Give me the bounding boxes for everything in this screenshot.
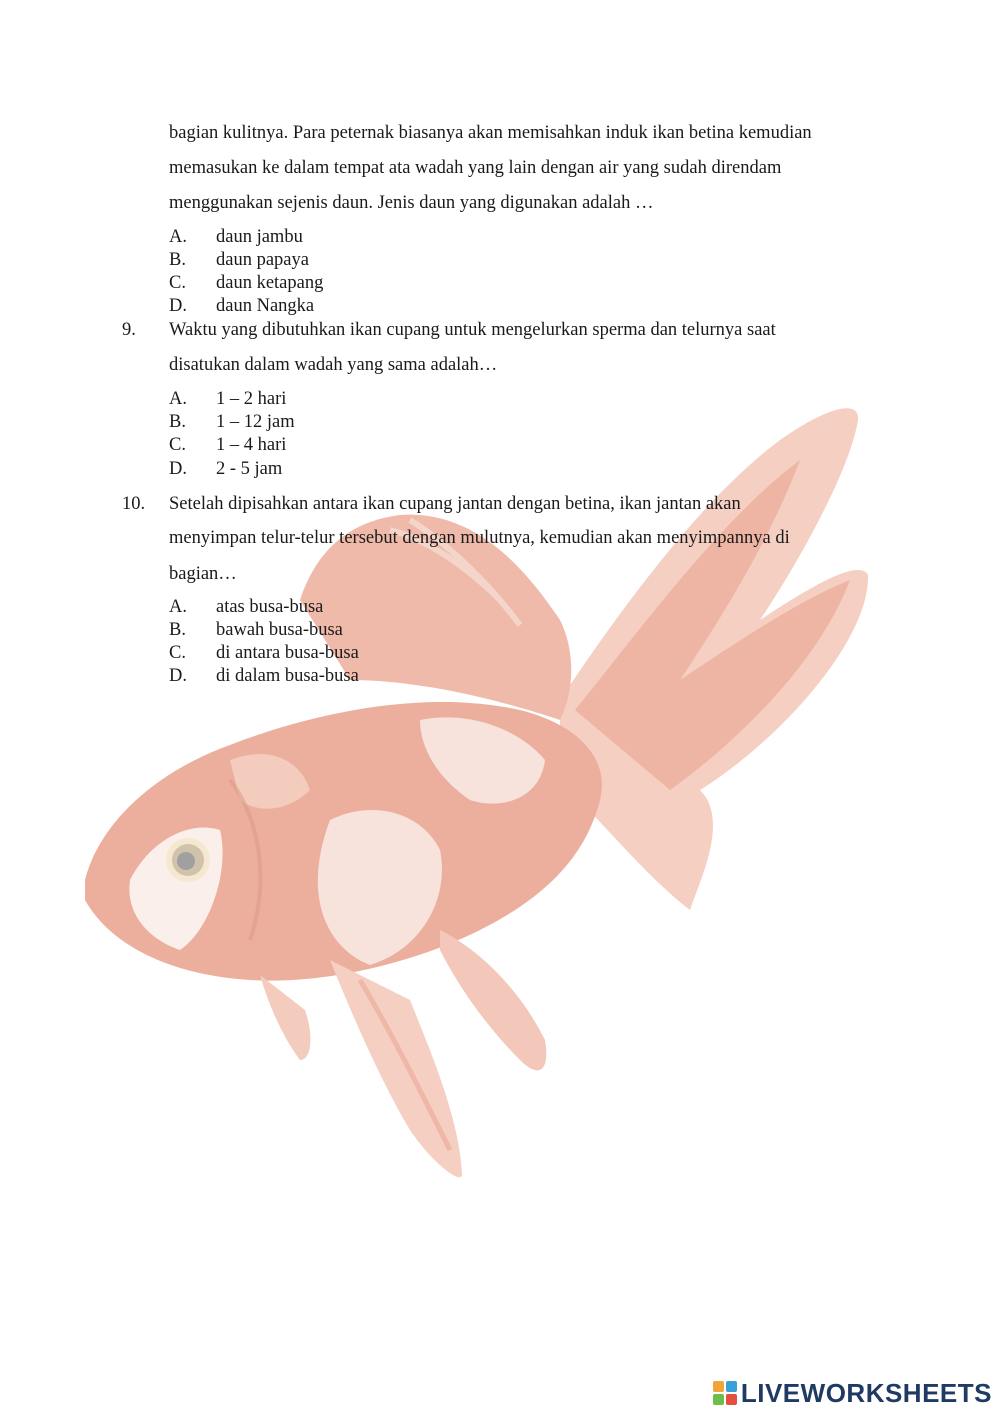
question-10-option-b[interactable] xyxy=(169,619,343,641)
question-10-line-1: Setelah dipisahkan antara ikan cupang jantan dengan betina, ikan jantan akan xyxy=(169,494,741,514)
question-8-line-2: memasukan ke dalam tempat ata wadah yang lain dengan air yang sudah direndam xyxy=(169,158,782,178)
option-letter: D. xyxy=(169,666,187,686)
option-letter: C. xyxy=(169,643,186,663)
option-text: di dalam busa-busa xyxy=(216,666,359,686)
question-10-line-2: menyimpan telur-telur tersebut dengan mulutnya, kemudian akan menyimpannya di xyxy=(169,528,790,548)
question-8-option-b[interactable] xyxy=(169,249,309,271)
option-letter: A. xyxy=(169,597,187,617)
option-text: 1 – 2 hari xyxy=(216,389,287,409)
option-text: bawah busa-busa xyxy=(216,620,343,640)
question-9-line-1: Waktu yang dibutuhkan ikan cupang untuk mengelurkan sperma dan telurnya saat xyxy=(169,320,776,340)
question-8-option-d[interactable] xyxy=(169,295,314,317)
question-8-option-c[interactable] xyxy=(169,272,323,294)
option-letter: C. xyxy=(169,435,186,455)
question-9-number: 9. xyxy=(122,320,136,340)
question-9-option-c[interactable] xyxy=(169,434,286,456)
option-text: di antara busa-busa xyxy=(216,643,359,663)
question-8-line-1: bagian kulitnya. Para peternak biasanya akan memisahkan induk ikan betina kemudian xyxy=(169,123,812,143)
option-text: daun ketapang xyxy=(216,273,324,293)
option-text: 2 - 5 jam xyxy=(216,459,283,479)
option-text: 1 – 12 jam xyxy=(216,412,295,432)
question-9-option-b[interactable] xyxy=(169,411,295,433)
option-letter: D. xyxy=(169,459,187,479)
liveworksheets-logo-icon xyxy=(713,1381,737,1405)
option-letter: B. xyxy=(169,250,186,270)
question-10-option-c[interactable] xyxy=(169,642,359,664)
liveworksheets-logo[interactable] xyxy=(713,1379,992,1407)
option-text: daun papaya xyxy=(216,250,309,270)
option-text: atas busa-busa xyxy=(216,597,324,617)
option-text: 1 – 4 hari xyxy=(216,435,287,455)
question-9-option-d[interactable] xyxy=(169,458,282,480)
question-8-option-a[interactable] xyxy=(169,226,303,248)
option-letter: C. xyxy=(169,273,186,293)
option-text: daun jambu xyxy=(216,227,303,247)
question-10-number: 10. xyxy=(122,494,146,514)
option-letter: B. xyxy=(169,620,186,640)
option-text: daun Nangka xyxy=(216,296,315,316)
question-8-line-3: menggunakan sejenis daun. Jenis daun yang digunakan adalah … xyxy=(169,193,654,213)
question-10-option-d[interactable] xyxy=(169,665,359,687)
option-letter: A. xyxy=(169,389,187,409)
option-letter: A. xyxy=(169,227,187,247)
question-10-line-3: bagian… xyxy=(169,564,237,584)
question-9-option-a[interactable] xyxy=(169,388,286,410)
question-9-line-2: disatukan dalam wadah yang sama adalah… xyxy=(169,355,498,375)
question-10-option-a[interactable] xyxy=(169,596,323,618)
brand-name: LIVEWORKSHEETS xyxy=(740,1377,992,1408)
option-letter: D. xyxy=(169,296,187,316)
option-letter: B. xyxy=(169,412,186,432)
